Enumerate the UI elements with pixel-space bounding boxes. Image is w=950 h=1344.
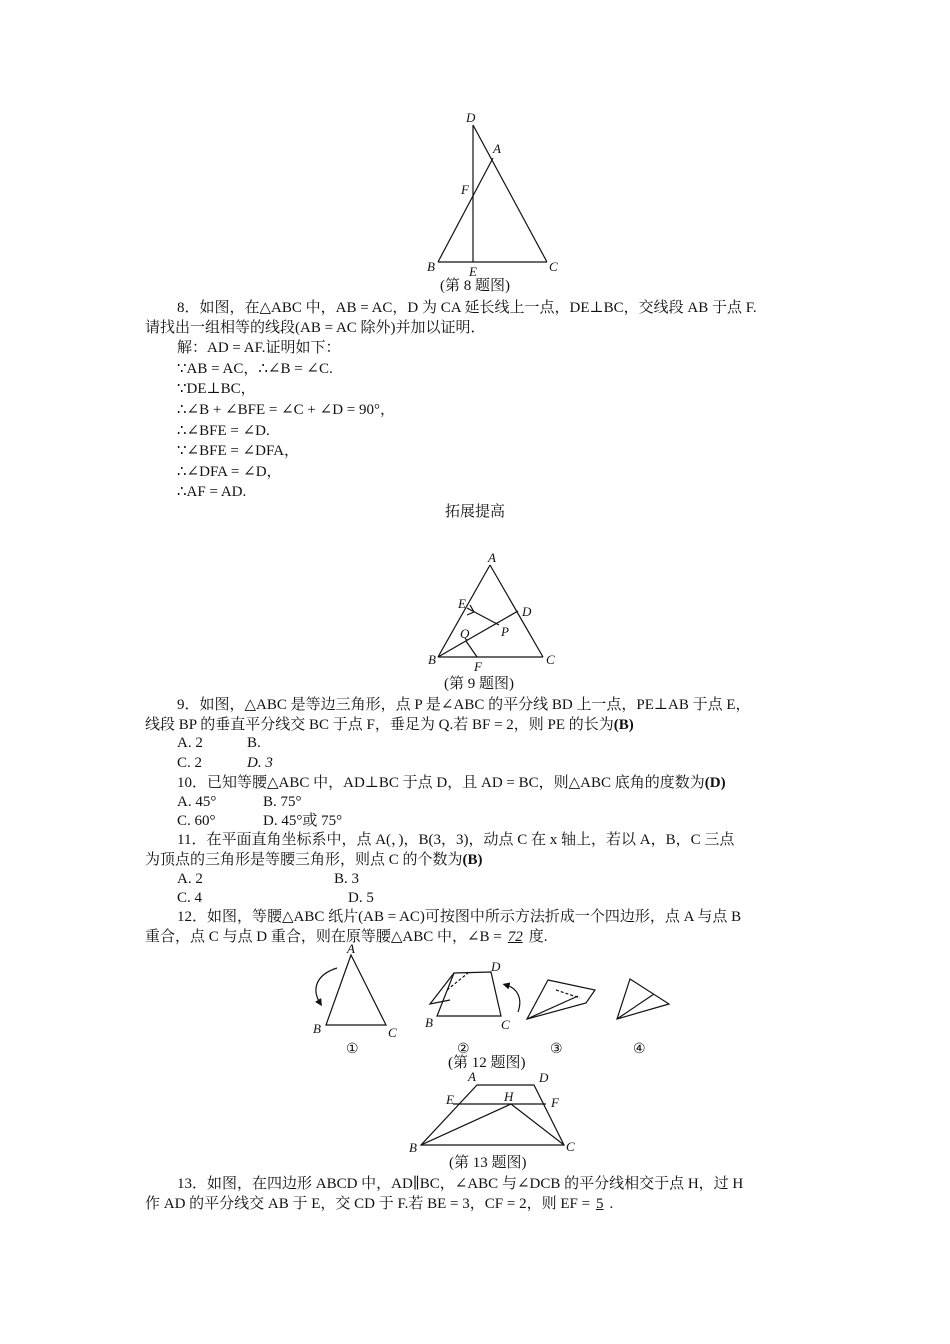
q13-answer: 5 [596,1196,604,1212]
q9-option-a: A. 2 [177,735,203,751]
q11-option-b: B. 3 [334,871,360,887]
q9-option-d: D. 3 [247,755,273,771]
q11-line2-text: 为顶点的三角形是等腰三角形，则点 C 的个数为 [145,852,463,868]
fig12-label-b-2: B [425,1015,433,1030]
q13-line2 [145,1194,810,1214]
q11-line1: 11．在平面直角坐标系中，点 A(，)，B(3，3)，动点 C 在 x 轴上，若以 A，B，C 三点 [177,832,735,848]
fig13-label-a: A [468,1069,476,1084]
q8-line2: 请找出一组相等的线段(AB = AC 除外)并加以证明． [145,320,486,336]
q13-line2-post: . [609,1196,614,1212]
q9-line2-text: 线段 BP 的垂直平分线交 BC 于点 F，垂足为 Q.若 BF = 2，则 PE 的长为 [145,717,614,733]
fig9-caption: (第 9 题图) [444,676,514,692]
q10-option-c: C. 60° [177,813,216,829]
fig13-label-e: E [446,1092,454,1107]
q10-option-d: D. 45°或 75° [263,813,343,829]
q10-line1-text: 10．已知等腰△ABC 中，AD⊥BC 于点 D，且 AD = BC，则△ABC 底角的度数为 [177,775,705,791]
section-title: 拓展提高 [444,504,505,520]
q13-line1: 13．如图，在四边形 ABCD 中，AD∥BC，∠ABC 与∠DCB 的平分线相交于点 H，过 H [177,1176,744,1192]
fig13-label-c: C [566,1139,575,1154]
q11-option-a: A. 2 [177,871,203,887]
fig13-segment-ch [511,1104,564,1145]
fig13-label-d: D [539,1070,549,1085]
fig12-step-4-label: ④ [633,1042,646,1057]
q8-solution-7: ∴∠DFA = ∠D， [177,464,282,480]
fig12-caption: (第 12 题图) [448,1055,526,1071]
fig12-step-1-label: ① [346,1042,359,1057]
q12-line2-pre: 重合，点 C 与点 D 重合，则在原等腰△ABC 中，∠B = [145,929,502,945]
fig9-label-d: D [522,604,532,619]
q10-option-a: A. 45° [177,794,217,810]
fig9-label-q: Q [460,626,470,641]
fig12-label-a: A [347,941,355,956]
q11-option-c: C. 4 [177,890,203,906]
fig8-label-e: E [469,264,477,279]
q9-option-b: B. [247,735,261,751]
fig9-label-e: E [458,596,466,611]
fig9-label-c: C [546,652,555,667]
q8-solution-4: ∴∠B + ∠BFE = ∠C + ∠D = 90°， [177,402,396,418]
q11-answer: (B) [462,852,483,868]
q8-line1: 8．如图，在△ABC 中，AB = AC，D 为 CA 延长线上一点，DE⊥BC，交线段 AB 于点 F. [177,300,757,316]
q8-solution-3: ∵DE⊥BC， [177,381,256,397]
fig8-label-c: C [549,259,558,274]
q13-line2-pre: 作 AD 的平分线交 AB 于 E，交 CD 于 F.若 BE = 3，CF = 2，则 EF = [145,1196,591,1212]
q8-solution-2: ∵AB = AC，∴∠B = ∠C. [177,361,333,377]
fig12-step-3-label: ③ [550,1042,563,1057]
q9-line1: 9．如图，△ABC 是等边三角形，点 P 是∠ABC 的平分线 BD 上一点，PE⊥AB 于点 E， [177,697,751,713]
fig9-label-p: P [501,624,509,639]
fig9-label-f: F [474,659,482,674]
fig8-label-a: A [493,141,501,156]
q9-answer: (B) [613,717,634,733]
q10-option-b: B. 75° [263,794,302,810]
q8-solution-6: ∵∠BFE = ∠DFA， [177,443,300,459]
fig9-label-b: B [428,652,436,667]
fig13-segment-bh [421,1104,511,1145]
q8-solution-8: ∴AF = AD. [177,484,247,500]
fig13-label-b: B [409,1140,417,1155]
q8-solution-1: 解：AD = AF.证明如下： [177,340,341,356]
fig12-label-b-1: B [313,1021,321,1036]
q12-answer: 72 [507,929,523,945]
fig13-caption: (第 13 题图) [449,1155,527,1171]
fig8-caption: (第 8 题图) [440,278,510,294]
fig12-label-d: D [491,959,501,974]
fig12-label-c-1: C [388,1025,397,1040]
fig8-label-b: B [427,259,435,274]
fig12-step-2-label: ② [457,1042,470,1057]
fig13-label-f: F [551,1095,559,1110]
fig9-label-a: A [488,550,496,565]
q9-option-c: C. 2 [177,755,203,771]
q11-option-d: D. 5 [348,890,374,906]
q8-solution-5: ∴∠BFE = ∠D. [177,423,270,439]
fig8-label-f: F [461,182,469,197]
fig12-label-c-2: C [501,1017,510,1032]
fig13-label-h: H [504,1089,514,1104]
q12-line2-post: 度. [528,929,548,945]
fig13-quadrilateral [421,1085,564,1145]
fig8-label-d: D [466,110,476,125]
q10-answer: (D) [704,775,726,791]
q12-line1: 12．如图，等腰△ABC 纸片(AB = AC)可按图中所示方法折成一个四边形，点 A 与点 B [177,909,742,925]
